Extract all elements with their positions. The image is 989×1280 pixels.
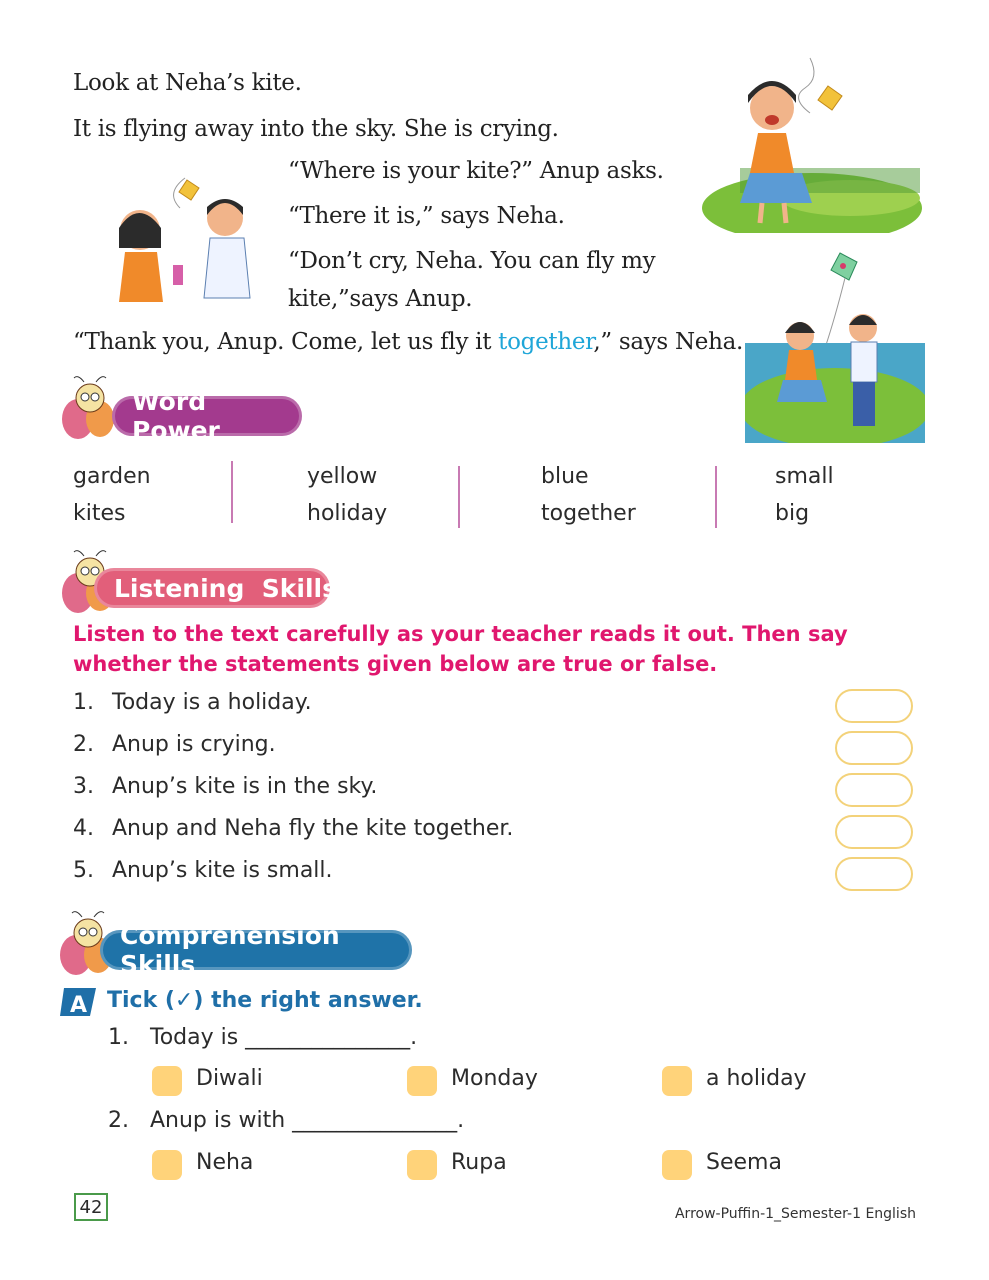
story-line-6: kite,”says Anup. — [288, 286, 473, 312]
comprehension-skills-title: Comprehension Skills — [120, 921, 340, 979]
statement-text: Anup and Neha fly the kite together. — [112, 816, 514, 841]
statement-text: Anup’s kite is small. — [112, 858, 333, 883]
answer-box-4[interactable] — [835, 815, 913, 849]
listening-skills-title: Listening Skills — [114, 573, 337, 603]
tick-box[interactable] — [407, 1150, 437, 1180]
book-title-footer: Arrow-Puffin-1_Semester-1 English — [674, 1206, 916, 1222]
option-label: Neha — [196, 1150, 254, 1175]
answer-box-2[interactable] — [835, 731, 913, 765]
section-a-title: Tick (✓) the right answer. — [107, 988, 423, 1013]
story-line-4: “There it is,” says Neha. — [288, 203, 565, 229]
word-cell: small — [775, 464, 834, 489]
answer-box-3[interactable] — [835, 773, 913, 807]
story-line-5: “Don’t cry, Neha. You can fly my — [288, 248, 656, 274]
word-cell: big — [775, 501, 810, 526]
statement-text: Today is a holiday. — [112, 690, 312, 715]
question-text: Today is _______________. — [150, 1025, 418, 1050]
tick-box[interactable] — [152, 1066, 182, 1096]
listening-skills-heading — [94, 568, 337, 608]
listening-instruction-line-1: Listen to the text carefully as your teacher reads it out. Then say — [73, 622, 848, 646]
column-divider — [231, 461, 233, 523]
tick-box[interactable] — [407, 1066, 437, 1096]
butterfly-mascot-icon — [58, 374, 118, 444]
tick-box[interactable] — [152, 1150, 182, 1180]
statement-number: 1. — [73, 690, 94, 715]
section-letter: A — [70, 993, 88, 1018]
column-divider — [715, 466, 717, 528]
highlight-word: together — [498, 329, 594, 355]
section-a-badge-icon — [60, 986, 100, 1018]
statement-number: 2. — [73, 732, 94, 757]
tick-box[interactable] — [662, 1150, 692, 1180]
word-cell: holiday — [307, 501, 388, 526]
word-cell: together — [541, 501, 636, 526]
word-power-title: Word Power — [132, 387, 220, 445]
kids-flying-kite-illustration — [745, 248, 925, 443]
story-line-1: Look at Neha’s kite. — [73, 70, 302, 96]
tick-box[interactable] — [662, 1066, 692, 1096]
answer-box-1[interactable] — [835, 689, 913, 723]
word-cell: blue — [541, 464, 589, 489]
question-number: 2. — [108, 1108, 129, 1133]
children-talking-illustration — [95, 170, 275, 320]
question-text: Anup is with _______________. — [150, 1108, 465, 1133]
word-power-heading — [112, 387, 302, 445]
answer-box-5[interactable] — [835, 857, 913, 891]
option-label: Rupa — [451, 1150, 507, 1175]
statement-number: 5. — [73, 858, 94, 883]
page-number: 42 — [74, 1193, 108, 1221]
question-number: 1. — [108, 1025, 129, 1050]
statement-number: 3. — [73, 774, 94, 799]
story-line-7: “Thank you, Anup. Come, let us fly it together,” says Neha. — [73, 329, 744, 355]
option-label: Diwali — [196, 1066, 263, 1091]
word-cell: kites — [73, 501, 126, 526]
listening-instruction-line-2: whether the statements given below are true or false. — [73, 652, 718, 676]
option-label: Monday — [451, 1066, 538, 1091]
word-cell: yellow — [307, 464, 378, 489]
statement-text: Anup is crying. — [112, 732, 276, 757]
column-divider — [458, 466, 460, 528]
crying-girl-illustration — [700, 48, 922, 233]
word-cell: garden — [73, 464, 151, 489]
option-label: Seema — [706, 1150, 782, 1175]
statement-text: Anup’s kite is in the sky. — [112, 774, 378, 799]
option-label: a holiday — [706, 1066, 807, 1091]
story-line-3: “Where is your kite?” Anup asks. — [288, 158, 664, 184]
comprehension-skills-heading — [100, 921, 412, 979]
statement-number: 4. — [73, 816, 94, 841]
story-line-2: It is flying away into the sky. She is crying. — [73, 116, 559, 142]
